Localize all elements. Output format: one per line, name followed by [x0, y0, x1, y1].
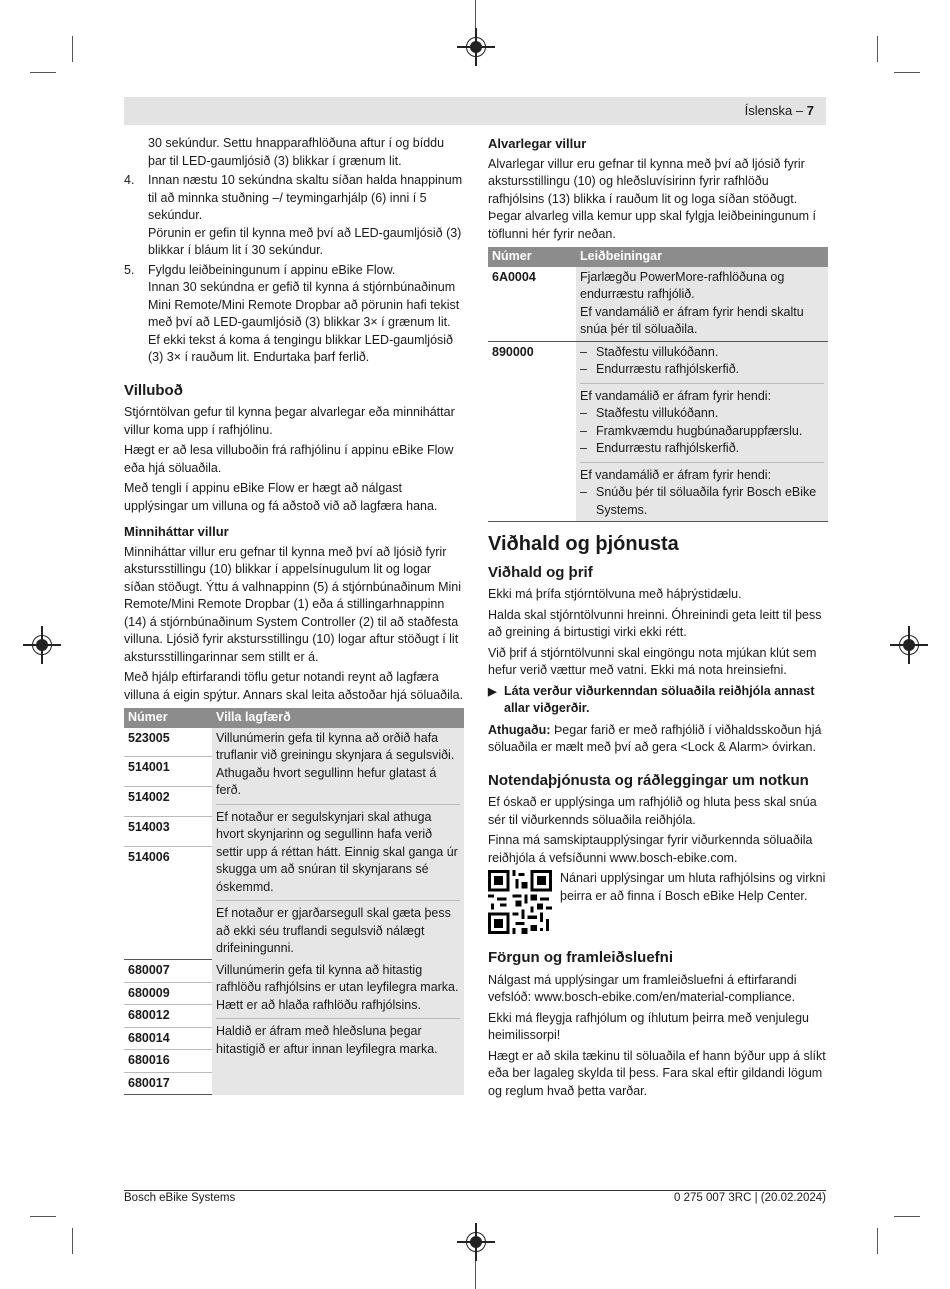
- step5-text: Fylgdu leiðbeiningunum í appinu eBike Flow.: [148, 262, 396, 277]
- error-code: 523005: [124, 728, 212, 757]
- paragraph: Hægt er að skila tækinu til söluaðila ef hann býður upp á slíkt eða ber lagaleg skylda til þess. Fara skal eftir gildandi lögum og reglum hvað þetta varðar.: [488, 1048, 826, 1098]
- page-number: 7: [806, 103, 814, 118]
- step-number: 5.: [124, 262, 135, 277]
- section-title-forgun: Förgun og framleiðsluefni: [488, 949, 674, 966]
- page-header: Íslenska – 7: [124, 97, 826, 125]
- list-item: [124, 135, 464, 170]
- table-row: [124, 960, 464, 983]
- paragraph: Alvarlegar villur eru gefnar til kynna með því að ljósið fyrir akstursstillingu (10) og hleðsluvísirinn fyrir rafhlöðu rafhjólsins (13) blikka í rauðum lit og loga síðan stöðugt. Þegar alvarleg villa kemur upp skal fylgja leiðbeiningunum í töflunni hér fyrir neðan.: [488, 156, 816, 241]
- registration-mark-icon: [466, 1232, 486, 1252]
- paragraph: Halda skal stjórntölvunni hreinni. Óhreinindi geta leitt til þess að greining á birtustigi virki ekki rétt.: [488, 607, 822, 639]
- paragraph: Minniháttar villur eru gefnar til kynna með því að ljósið fyrir akstursstillingu (10) blikkar í appelsínugulum lit og logar síðan stöðugt. Ýttu á valhnappinn (5) á stjórnbúnaðinum Mini Remote/Mini Remote Dropbar (1) eða á stillingarhnappinn (14) á stjórnbúnaðinum System Controller (2) til að staðfesta villuna. Ljósið fyrir akstursstillingu (10) logar aftur stöðugt í lit akstursstillingarinnar sem stillt er á.: [124, 544, 462, 664]
- error-code: 514003: [124, 817, 212, 847]
- error-description: Fjarlægðu PowerMore-rafhlöðuna og endurræstu rafhjólið. Ef vandamálið er áfram fyrir hendi skaltu snúa þér til söluaðila.: [576, 267, 828, 342]
- error-code: 680009: [124, 982, 212, 1005]
- error-code: 890000: [488, 341, 576, 522]
- crop-mark: [877, 36, 878, 62]
- registration-mark-icon: [466, 37, 486, 57]
- footer-company: Bosch eBike Systems: [124, 1192, 236, 1204]
- table-row: [488, 341, 828, 522]
- crop-mark: [475, 1258, 476, 1289]
- crop-mark: [72, 36, 73, 62]
- paragraph: Ef óskað er upplýsinga um rafhjólið og hluta þess skal snúa sér til viðurkennds söluaðila reiðhjóla.: [488, 795, 817, 827]
- crop-mark: [475, 0, 476, 30]
- section-title-villubod: Villuboð: [124, 381, 183, 399]
- header-language: Íslenska: [744, 103, 793, 118]
- pairing-steps: [124, 135, 464, 367]
- table-header: Leiðbeiningar: [576, 247, 828, 267]
- footer-divider: [124, 1190, 826, 1191]
- paragraph: Með tengli í appinu eBike Flow er hægt að nálgast upplýsingar um villuna og fá aðstoð við að lagfæra hana.: [124, 481, 438, 513]
- left-column: [124, 135, 464, 1101]
- step5-result: Innan 30 sekúndna er gefið til kynna á stjórnbúnaðinum Mini Remote/Mini Remote Dropbar að pörunin hafi tekist með því að LED-gaumljósið (3) blikkar 3× í grænum lit. Ef ekki tekst á koma á tengingu blikkar LED-gaumljósið (3) 3× í rauðum lit. Endurtaka þarf ferlið.: [148, 280, 460, 364]
- warning-bullet: ▶ Láta verður viðurkenndan söluaðila reiðhjóla annast allar viðgerðir.: [488, 683, 828, 718]
- paragraph: Ekki má þrífa stjórntölvuna með háþrýstidælu.: [488, 587, 742, 601]
- error-description: – Staðfestu villukóðann. – Endurræstu rafhjólskerfið. Ef vandamálið er áfram fyrir hendi: – Staðfestu villukóðann. – Framkvæmdu hugbúnaðaruppfærslu. – Endurræstu rafhjólskerfið. Ef vandamálið er áfram fyrir hendi: – Snúðu þér til söluaðila fyrir Bosch eBike Systems.: [576, 341, 828, 522]
- error-description: Villunúmerin gefa til kynna að orðið hafa truflanir við greiningu skynjara á segulsviði. Athugaðu hvort segullinn hefur glatast á ferð. Ef notaður er segulskynjari skal athuga hvort skynjarinn og segullinn hafa verið settir upp á réttan hátt. Einnig skal ganga úr skugga um að snúran til skynjarans sé óskemmd. Ef notaður er gjarðarsegull skal gæta þess að ekki séu truflandi segulsvið nálægt drifeiningunni.: [212, 728, 464, 960]
- error-code: 6A0004: [488, 267, 576, 342]
- note-paragraph: Athugaðu: Þegar farið er með rafhjólið í viðhaldsskoðun hjá söluaðila er mælt með því að gera <Lock & Alarm> óvirkan.: [488, 722, 822, 754]
- list-item: [124, 172, 464, 260]
- registration-mark-icon: [32, 635, 52, 655]
- paragraph: Nálgast má upplýsingar um framleiðsluefni á eftirfarandi vefslóð: www.bosch-ebike.com/en/material-compliance.: [488, 972, 797, 1004]
- paragraph: Hægt er að lesa villuboðin frá rafhjólinu í appinu eBike Flow eða hjá söluaðila.: [124, 443, 454, 475]
- error-code: 680012: [124, 1005, 212, 1028]
- crop-mark: [894, 1216, 920, 1217]
- section-title-notenda: Notendaþjónusta og ráðleggingar um notkun: [488, 771, 809, 789]
- step4-text: Innan næstu 10 sekúndna skaltu síðan halda hnappinum til að minnka stuðning –/ teymingarhjálp (6) inni í 5 sekúndur.: [148, 173, 463, 222]
- paragraph: Stjórntölvan gefur til kynna þegar alvarlegar eða minniháttar villur koma upp í rafhjólinu.: [124, 405, 455, 437]
- subsection-title-alvar: Alvarlegar villur: [488, 136, 587, 151]
- serious-errors-table: [488, 247, 828, 522]
- table-row: [124, 728, 464, 757]
- paragraph: Ekki má fleygja rafhjólum og íhlutum þeirra með venjulegu heimilissorpi!: [488, 1010, 809, 1042]
- footer-doc-number: 0 275 007 3RC | (20.02.2024): [674, 1192, 826, 1204]
- crop-mark: [894, 72, 920, 73]
- step3-continuation: 30 sekúndur. Settu hnapparafhlöðuna aftur í og bíddu þar til LED-gaumljósið (3) blikkar í grænum lit.: [148, 136, 445, 168]
- right-column: [488, 135, 828, 1103]
- crop-mark: [30, 1216, 56, 1217]
- crop-mark: [30, 72, 56, 73]
- table-header: Númer: [488, 247, 576, 267]
- subsection-title-thrif: Viðhald og þrif: [488, 563, 593, 581]
- error-code: 680016: [124, 1050, 212, 1073]
- error-description: Villunúmerin gefa til kynna að hitastig rafhlöðu rafhjólsins er utan leyfilegra marka. Hætt er að hlaða rafhlöðu rafhjólsins. Haldið er áfram með hleðsluna þegar hitastigið er aftur innan leyfilegra marka.: [212, 960, 464, 1095]
- error-code: 680014: [124, 1027, 212, 1050]
- registration-mark-icon: [899, 635, 919, 655]
- subsection-title-minni: Minniháttar villur: [124, 524, 229, 539]
- step-number: 4.: [124, 173, 135, 187]
- crop-mark: [877, 1228, 878, 1254]
- triangle-right-icon: ▶: [488, 685, 497, 698]
- table-row: [488, 267, 828, 342]
- paragraph: Finna má samskiptaupplýsingar fyrir viðurkennda söluaðila reiðhjóla á vefsíðunni www.bosch-ebike.com.: [488, 833, 813, 865]
- error-code: 514002: [124, 787, 212, 817]
- table-header: Villa lagfærð: [212, 708, 464, 728]
- error-code: 680017: [124, 1072, 212, 1095]
- paragraph: Með hjálp eftirfarandi töflu getur notandi reynt að lagfæra villuna á eigin spýtur. Annars skal leita aðstoðar hjá söluaðila.: [124, 670, 464, 702]
- qr-description: Nánari upplýsingar um hluta rafhjólsins og virkni þeirra er að finna í Bosch eBike Help Center.: [560, 871, 826, 903]
- error-code: 680007: [124, 960, 212, 983]
- error-code: 514001: [124, 757, 212, 787]
- table-header: Númer: [124, 708, 212, 728]
- section-title-vidhald: Viðhald og þjónusta: [488, 533, 679, 555]
- paragraph: Við þrif á stjórntölvunni skal eingöngu nota mjúkan klút sem hefur verið vættur með vatni. Ekki má nota hreinsiefni.: [488, 645, 817, 677]
- list-item: [124, 262, 464, 367]
- crop-mark: [72, 1228, 73, 1254]
- error-code: 514006: [124, 847, 212, 960]
- minor-errors-table: [124, 708, 464, 1095]
- step4-result: Pörunin er gefin til kynna með því að LED-gaumljósið (3) blikkar í bláum lit í 30 sekúndur.: [148, 225, 462, 257]
- qr-code-icon[interactable]: [488, 870, 552, 934]
- qr-block: [488, 870, 828, 934]
